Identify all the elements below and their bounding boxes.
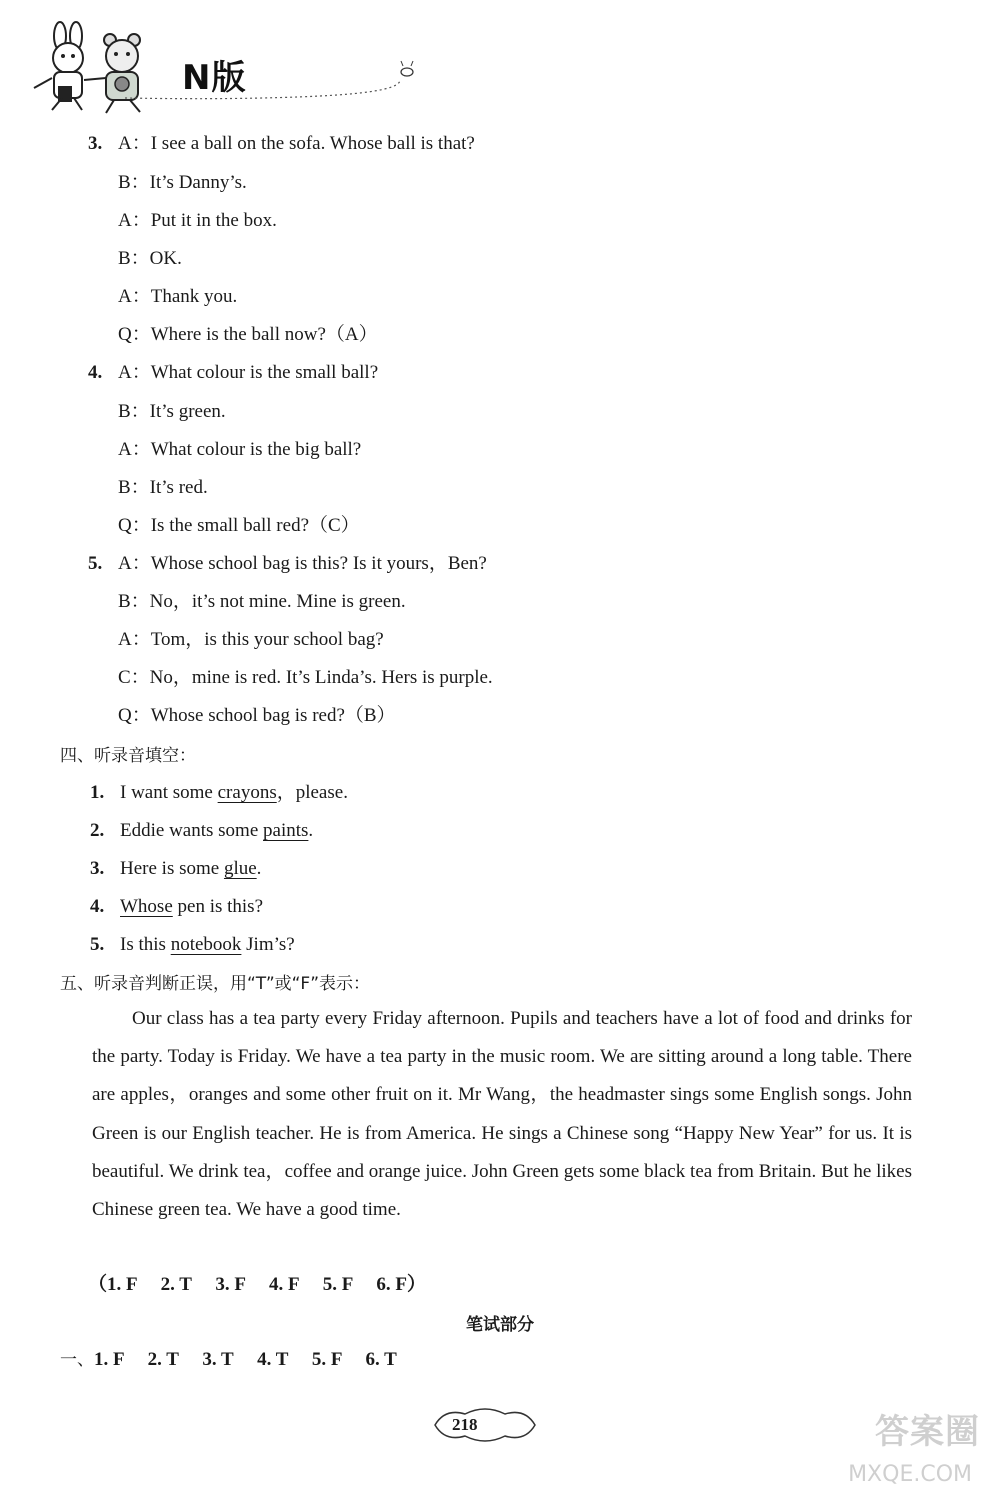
dialogue-line: B：No，it’s not mine. Mine is green. (118, 591, 406, 612)
answer-blank: crayons (217, 782, 277, 803)
dialogue-line: 3. A：I see a ball on the sofa. Whose ball is that? (88, 133, 475, 154)
dialogue-line: Q：Where is the ball now?（A） (118, 324, 378, 345)
edition-title: N版 (182, 58, 247, 98)
page-number-frame (425, 1400, 545, 1450)
dialogue-line: A：Put it in the box. (118, 210, 277, 231)
dialogue-line: A：Tom，is this your school bag? (118, 629, 384, 650)
passage: Our class has a tea party every Friday afternoon. Pupils and teachers have a lot of food and drinks for the party. Today is Friday. We have a tea party in the music room. We are sitting around a long table. There are apples，oranges and some other fruit on it. Mr Wang，the headmaster sings some English songs. John Green is our English teacher. He is from America. He sings a Chinese song “Happy New Year” for us. It is beautiful. We drink tea，coffee and orange juice. John Green gets some black tea from Britain. But he likes Chinese green tea. We have a good time. (92, 1008, 912, 1221)
answer-blank: Whose (120, 896, 173, 917)
written-part-title: 笔试部分 (466, 1315, 534, 1335)
watermark-logo: 答案圈 (875, 1412, 980, 1452)
fill-item: 2. Eddie wants some paints. (90, 820, 314, 841)
page-header (0, 0, 1000, 110)
answer-blank: glue (223, 858, 257, 879)
answer-blank: paints (263, 820, 309, 841)
dialogue-line: C：No，mine is red. It’s Linda’s. Hers is purple. (118, 667, 493, 688)
dialogue-line: B：It’s Danny’s. (118, 172, 247, 193)
answer-blank: notebook (170, 934, 242, 955)
dotted-divider (120, 70, 420, 100)
dialogue-line: Q：Is the small ball red?（C） (118, 515, 360, 536)
dialogue-line: B：It’s green. (118, 401, 226, 422)
bee-icon (393, 58, 423, 88)
section-5-title: 五、听录音判断正误，用“T”或“F”表示： (60, 974, 371, 994)
watermark-url: MXQE.COM (848, 1462, 972, 1487)
dialogue-line: Q：Whose school bag is red?（B） (118, 705, 396, 726)
dialogue-line: B：OK. (118, 248, 182, 269)
section-4-title: 四、听录音填空： (60, 746, 196, 766)
written-answers: 一、1. F 2. T 3. T 4. T 5. F 6. T (60, 1349, 397, 1370)
fill-item: 3. Here is some glue. (90, 858, 262, 879)
fill-item: 1. I want some crayons，please. (90, 782, 348, 803)
dialogue-line: 5. A：Whose school bag is this? Is it yours，Ben? (88, 553, 487, 574)
dialogue-line: B：It’s red. (118, 477, 208, 498)
dialogue-line: A：Thank you. (118, 286, 238, 307)
dialogue-line: 4. A：What colour is the small ball? (88, 362, 379, 383)
fill-item: 4. Whose pen is this? (90, 896, 264, 917)
page-number: 218 (452, 1415, 478, 1434)
fill-item: 5. Is this notebook Jim’s? (90, 934, 295, 955)
section-5-answers: （1. F 2. T 3. F 4. F 5. F 6. F） (88, 1274, 426, 1295)
dialogue-line: A：What colour is the big ball? (118, 439, 362, 460)
